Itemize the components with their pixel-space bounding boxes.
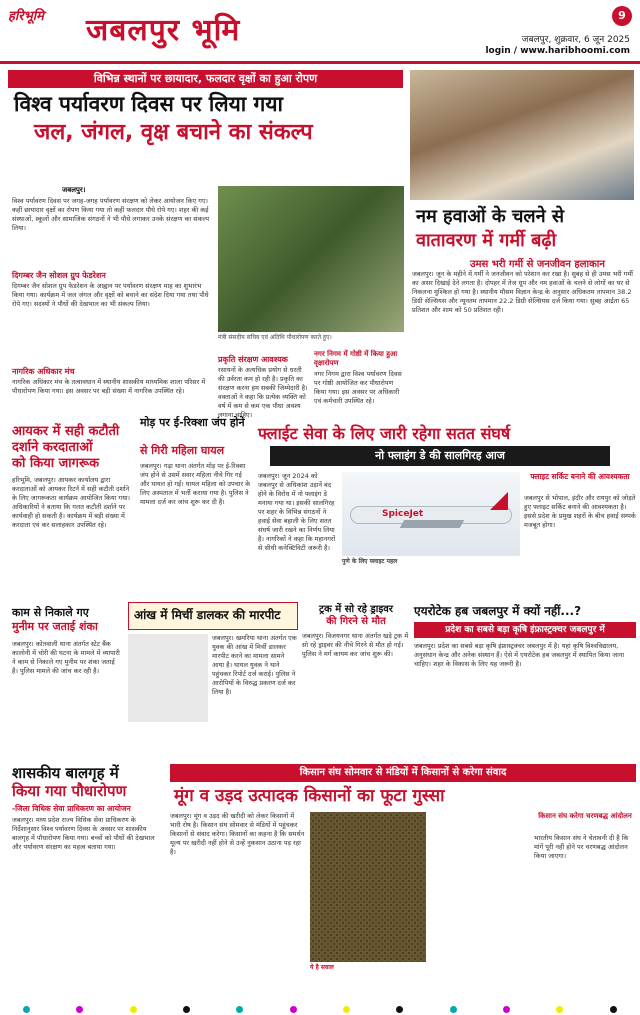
registration-dot: [23, 1006, 30, 1013]
story6-body: जबलपुर। कोतवाली थाना अंतर्गत स्टेट बैंक कालोनी में चोरी की घटना के मामले में व्यापारी ने काम से निकाले गए मुनीम पर शंका जताई है। पुलिस मामले की जांच कर रही है।: [12, 640, 120, 675]
dateline: जबलपुर, शुक्रवार, 6 जून 2025: [521, 35, 630, 45]
story10-headline-1[interactable]: शासकीय बालगृह में: [12, 764, 119, 782]
login-link[interactable]: login / www.haribhoomi.com: [485, 46, 630, 56]
registration-dot: [610, 1006, 617, 1013]
story1-body2: दिगम्बर जैन सोशल ग्रुप फेडरेशन के आह्वान पर पर्यावरण संरक्षण माह का शुभारंभ किया गया। कार्यक्रम में जल जंगल और वृक्षों को बचाने का संदेश दिया गया तथा पौधे रोपे गए। सदस्यों ने पौधों की देखभाल का भी संकल्प लिया।: [12, 282, 209, 308]
story2-headline-2[interactable]: वातावरण में गर्मी बढ़ी: [416, 230, 557, 251]
story4-headline-2[interactable]: से गिरी महिला घायल: [140, 444, 225, 457]
story7-body: जबलपुर। खमरिया थाना अंतर्गत एक युवक की आंख में मिर्ची डालकर मारपीट करने का मामला सामने आया है। घायल युवक ने थाने पहुंचकर रिपोर्ट दर्ज कराई। पुलिस ने आरोपियों के विरुद्ध प्रकरण दर्ज कर लिया है।: [212, 634, 297, 696]
story1-dateline: जबलपुर।: [62, 186, 86, 194]
story1-col2-body: नगर निगम द्वारा विश्व पर्यावरण दिवस पर गोष्ठी आयोजित कर पौधारोपण किया गया। इस अवसर पर अधिकारी एवं कर्मचारी उपस्थित रहे।: [314, 370, 402, 405]
story2-deck: उमस भरी गर्मी से जनजीवन हलाकान: [470, 259, 605, 270]
story11-kicker: किसान संघ सोमवार से मंडियों में किसानों से करेगा संवाद: [170, 764, 636, 782]
paper-title: जबलपुर भूमि: [86, 13, 241, 48]
story11-side-body: भारतीय किसान संघ ने चेतावनी दी है कि मांगें पूरी नहीं होने पर चरणबद्ध आंदोलन किया जाएगा।: [534, 834, 629, 860]
story11-body: जबलपुर। मूंग व उड़द की खरीदी को लेकर किसानों में भारी रोष है। किसान संघ सोमवार से मंडियों में पहुंचकर किसानों से संवाद करेगा। किसानों का कहना है कि समर्थन मूल्य पर खरीदी नहीं होने से उन्हें नुकसान उठाना पड़ रहा है।: [170, 812, 305, 856]
story3-headline-3[interactable]: को किया जागरूक: [12, 456, 100, 471]
story1-photo-caption: मंत्री संसदीय सचिव एवं अतिथि पौधारोपण करते हुए।: [218, 334, 332, 341]
registration-dot: [130, 1006, 137, 1013]
story3-headline-1[interactable]: आयकर में सही कटौती: [12, 424, 120, 439]
story1-body3: नागरिक अधिकार मंच के तत्वावधान में स्थानीय शासकीय माध्यमिक शाला परिसर में पौधारोपण किया गया। इस अवसर पर बड़ी संख्या में नागरिक उपस्थित रहे।: [12, 378, 206, 395]
brand-logo[interactable]: हरिभूमि: [8, 9, 44, 24]
story10-deck: -जिला विधिक सेवा प्राधिकरण का आयोजन: [12, 804, 131, 813]
story5-body: जबलपुर। जून 2024 को जबलपुर से अधिकांश उड़ानें बंद होने के विरोध में नो फ्लाइंग डे मनाया गया था। इसकी सालगिरह पर शहर के विभिन्न संगठनों ने हवाई सेवा बहाली के लिए सतत संघर्ष जारी रखने का निर्णय लिया है। नागरिकों ने कहा कि महानगरों से सीधी कनेक्टिविटी जरूरी है।: [258, 472, 336, 552]
story5-deck: नो फ्लाइंग डे की सालगिरह आज: [270, 446, 610, 466]
story2-headline-1[interactable]: नम हवाओं के चलने से: [416, 206, 565, 227]
story11-photo-caption: ये है सवाल: [310, 964, 334, 971]
story1-sub2: नागरिक अधिकार मंच: [12, 367, 75, 376]
story10-body: जबलपुर। मध्य प्रदेश राज्य विधिक सेवा प्राधिकरण के निर्देशानुसार विश्व पर्यावरण दिवस के अवसर पर शासकीय बालगृह में पौधारोपण किया गया। बच्चों को पौधों की देखभाल और पर्यावरण संरक्षण का महत्व बताया गया।: [12, 816, 155, 851]
story7-headline[interactable]: आंख में मिर्ची डालकर की मारपीट: [134, 608, 281, 622]
airplane-wing-icon: [400, 520, 465, 528]
story8-body: जबलपुर। विजयनगर थाना अंतर्गत खड़े ट्रक में सो रहे ड्राइवर की नीचे गिरने से मौत हो गई। पुलिस ने मर्ग कायम कर जांच शुरू की।: [302, 632, 409, 658]
story5-photo-caption: पुणे के लिए फ्लाइट पहल: [342, 558, 398, 565]
story1-photo[interactable]: [218, 186, 404, 332]
story8-headline-2[interactable]: की गिरने से मौत: [326, 616, 386, 627]
story1-col2-sub: नगर निगम में गोष्ठी में किया हुआ वृक्षारोपण: [314, 350, 398, 367]
registration-dot: [236, 1006, 243, 1013]
registration-dot: [396, 1006, 403, 1013]
airplane-tail-icon: [490, 492, 508, 510]
color-registration-strip: [0, 1005, 640, 1013]
story1-sub1: दिगम्बर जैन सोशल ग्रुप फेडरेशन: [12, 271, 106, 280]
story5-side-body: जबलपुर से भोपाल, इंदौर और रायपुर को जोड़ते हुए फ्लाइट सर्किट बनाने की आवश्यकता है। इससे प्रदेश के प्रमुख शहरों के बीच हवाई सम्पर्क मजबूत होगा।: [524, 494, 636, 529]
story4-body: जबलपुर। गढ़ा थाना अंतर्गत मोड़ पर ई-रिक्शा जंप होने से उसमें सवार महिला नीचे गिर गई और घायल हो गई। घायल महिला को उपचार के लिए अस्पताल में भर्ती कराया गया है। पुलिस ने मामला दर्ज कर जांच शुरू कर दी है।: [140, 462, 251, 506]
story5-side-head: फ्लाइट सर्किट बनाने की आवश्यकता: [530, 472, 630, 481]
story5-body-cont: [342, 568, 520, 594]
story2-photo[interactable]: [410, 70, 634, 200]
airline-logo: SpiceJet: [382, 509, 424, 519]
story11-side-head: किसान संघ करेगा चरणबद्ध आंदोलन: [538, 812, 632, 820]
story1-kicker: विभिन्न स्थानों पर छायादार, फलदार वृक्षों का हुआ रोपण: [8, 70, 403, 88]
registration-dot: [183, 1006, 190, 1013]
page-number: 9: [612, 6, 632, 26]
registration-dot: [343, 1006, 350, 1013]
registration-dot: [503, 1006, 510, 1013]
registration-dot: [450, 1006, 457, 1013]
story10-headline-2[interactable]: किया गया पौधारोपण: [12, 782, 127, 800]
story2-body: जबलपुर। जून के महीने में गर्मी ने जनजीवन को परेशान कर रखा है। सुबह से ही उमस भरी गर्मी का असर दिखाई देने लगता है। दोपहर में तेज धूप और नम हवाओं के चलने से लोगों का घर से निकलना मुश्किल हो गया है। स्थानीय मौसम विज्ञान केन्द्र के अनुसार अधिकतम तापमान 38.2 डिग्री सेल्सियस और न्यूनतम तापमान 22.2 डिग्री सेल्सियस दर्ज किया गया। सुबह आर्द्रता 65 प्रतिशत और शाम को 50 प्रतिशत रही।: [412, 270, 633, 314]
story5-headline[interactable]: फ्लाईट सेवा के लिए जारी रहेगा सतत संघर्ष: [258, 424, 511, 443]
registration-dot: [290, 1006, 297, 1013]
story3-body: हरिभूमि, जबलपुर। आयकर कार्यालय द्वारा करदाताओं को आयकर रिटर्न में सही कटौती दर्शाने के लिए जागरूकता कार्यक्रम आयोजित किया गया। अधिकारियों ने बताया कि गलत कटौती दर्शाने पर कार्यवाही हो सकती है। कार्यक्रम में बड़ी संख्या में करदाता एवं कर सलाहकार उपस्थित रहे।: [12, 476, 131, 529]
registration-dot: [76, 1006, 83, 1013]
story4-headline-1[interactable]: मोड़ पर ई-रिक्शा जंप होने: [140, 416, 245, 429]
story3-headline-2[interactable]: दर्शाने करदाताओं: [12, 440, 93, 455]
story9-headline[interactable]: एयरोटेक हब जबलपुर में क्यों नहीं...?: [414, 604, 582, 618]
story1-col-sub: प्रकृति संरक्षण आवश्यक: [218, 355, 288, 364]
story1-body: विश्व पर्यावरण दिवस पर जगह-जगह पर्यावरण संरक्षण को लेकर आयोजन किए गए। कहीं छायादार वृक्षों का रोपण किया गया तो कहीं फलदार पौधे रोपे गए। शहर की कई संस्थाओं, स्कूलों और सामाजिक संगठनों ने भी पौधे लगाकर उनके संरक्षण का संकल्प लिया।: [12, 197, 210, 232]
story5-photo[interactable]: [342, 472, 520, 556]
story1-col-body: रसायनों के अत्यधिक प्रयोग से धरती की उर्वरता कम हो रही है। प्रकृति का संरक्षण करना हम सबकी जिम्मेदारी है। वक्ताओं ने कहा कि प्रत्येक व्यक्ति को वर्ष में कम से कम एक पौधा अवश्य लगाना चाहिए।: [218, 366, 308, 418]
story9-deck: प्रदेश का सबसे बड़ा कृषि इंफ्रास्ट्रक्चर जबलपुर में: [414, 622, 636, 638]
story7-photo[interactable]: [128, 634, 208, 722]
registration-dot: [556, 1006, 563, 1013]
story8-headline-1[interactable]: ट्रक में सो रहे ड्राइवर: [319, 604, 393, 615]
story11-headline[interactable]: मूंग व उड़द उत्पादक किसानों का फूटा गुस्सा: [174, 786, 445, 806]
story11-body-cont: [430, 812, 530, 992]
story11-photo[interactable]: [310, 812, 426, 962]
story6-headline-2[interactable]: मुनीम पर जताई शंका: [12, 620, 98, 633]
story6-headline-1[interactable]: काम से निकाले गए: [12, 606, 89, 619]
story1-headline-2[interactable]: जल, जंगल, वृक्ष बचाने का संकल्प: [34, 120, 313, 145]
story9-body: जबलपुर। प्रदेश का सबसे बड़ा कृषि इंफ्रास्ट्रक्चर जबलपुर में है। यहां कृषि विश्वविद्यालय, अनुसंधान केन्द्र और अनेक संस्थान हैं। ऐसे में एयरोटेक हब जबलपुर में स्थापित किया जाना चाहिए। शहर के विकास के लिए यह जरूरी है।: [414, 642, 625, 668]
story1-headline-1[interactable]: विश्व पर्यावरण दिवस पर लिया गया: [14, 92, 283, 116]
